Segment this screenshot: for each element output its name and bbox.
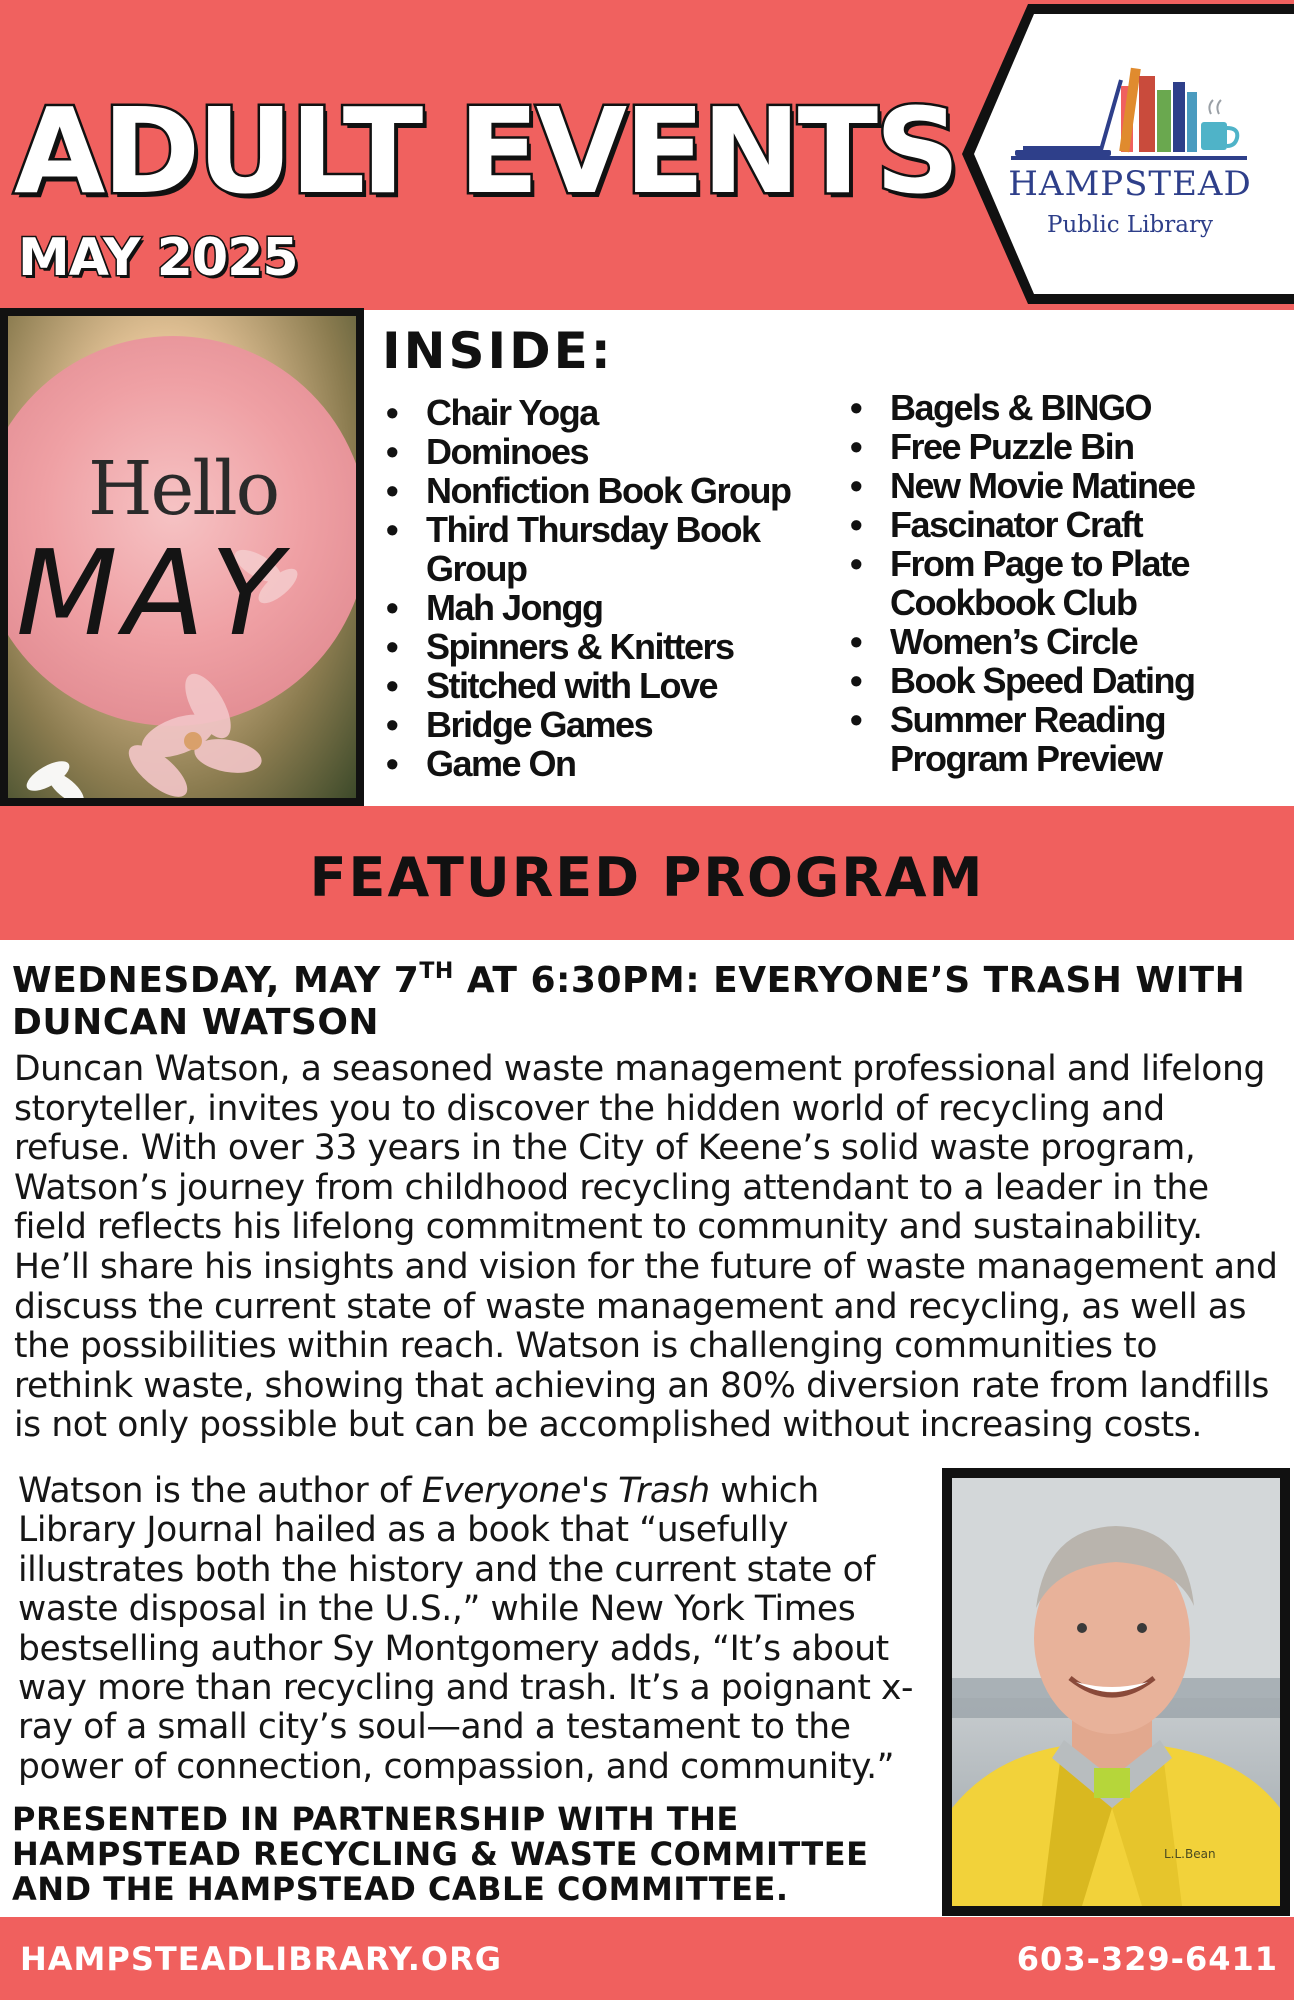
inside-list-left xyxy=(384,393,836,783)
list-item: • Dominoes xyxy=(384,432,836,471)
jacket-logo: L.L.Bean xyxy=(1164,1847,1216,1861)
page-title: ADULT EVENTS xyxy=(14,82,958,220)
list-item: • Chair Yoga xyxy=(384,393,836,432)
author-description xyxy=(18,1472,923,1787)
list-item: • Women’s Circle xyxy=(848,622,1288,661)
month-label: MAY 2025 xyxy=(18,228,298,288)
hello-may-photo xyxy=(0,308,364,806)
list-item: • Book Speed Dating xyxy=(848,661,1288,700)
list-item: • Game On xyxy=(384,744,836,783)
flower-image xyxy=(8,316,356,798)
list-item: • Bridge Games xyxy=(384,705,836,744)
phone-number[interactable]: 603-329-6411 xyxy=(1016,1940,1278,1978)
website-link[interactable]: HAMPSTEADLIBRARY.ORG xyxy=(20,1940,503,1978)
list-item: • Nonfiction Book Group xyxy=(384,471,836,510)
list-item: • Stitched with Love xyxy=(384,666,836,705)
list-item: • Spinners & Knitters xyxy=(384,627,836,666)
author-text-start: Watson is the author of xyxy=(18,1471,422,1511)
date-suffix: TH xyxy=(419,959,454,984)
featured-heading: FEATURED PROGRAM xyxy=(309,846,985,909)
list-item: • Free Puzzle Bin xyxy=(848,427,1288,466)
list-item: • Summer Reading Program Preview xyxy=(848,700,1288,778)
books-laptop-icon xyxy=(1005,56,1265,166)
may-text: MAY xyxy=(16,524,289,662)
event-date: WEDNESDAY, MAY 7 xyxy=(12,960,420,1001)
book-title: Everyone's Trash xyxy=(421,1471,710,1511)
list-item: • Mah Jongg xyxy=(384,588,836,627)
inside-heading: INSIDE: xyxy=(382,322,614,380)
list-item: • Fascinator Craft xyxy=(848,505,1288,544)
library-subtitle: Public Library xyxy=(1047,212,1213,238)
list-item: • Third Thursday Book Group xyxy=(384,510,836,588)
speaker-image xyxy=(952,1478,1280,1906)
person-icon xyxy=(952,1478,1280,1906)
event-description: Duncan Watson, a seasoned waste management professional and lifelong storyteller, invites you to discover the hidden world of recycling and refuse. With over 33 years in the City of Keene’s solid waste program, Watson’s journey from childhood recycling attendant to a leader in the field reflects his lifelong commitment to community and sustainability. He’ll share his insights and vision for the future of waste management and discuss the current state of waste management and recycling, as well as the possibilities within reach. Watson is challenging communities to rethink waste, showing that achieving an 80% diversion rate from landfills is not only possible but can be accomplished without increasing costs. xyxy=(14,1049,1278,1446)
list-item: • Bagels & BINGO xyxy=(848,388,1288,427)
speaker-photo xyxy=(942,1468,1290,1916)
list-item: • From Page to Plate Cookbook Club xyxy=(848,544,1288,622)
inside-list-right xyxy=(848,388,1288,778)
event-heading xyxy=(12,951,1282,1044)
author-text-end: which Library Journal hailed as a book that “usefully illustrates both the history and the current state of waste disposal in the U.S.,” while New York Times bestselling author Sy Montgomery adds, “It’s about way more than recycling and trash. It’s a poignant x-ray of a small city’s soul—and a testament to the power of connection, compassion, and community.” xyxy=(18,1471,914,1787)
library-name: HAMPSTEAD xyxy=(1008,164,1252,204)
partnership-note: PRESENTED IN PARTNERSHIP WITH THE HAMPSTEAD RECYCLING & WASTE COMMITTEE AND THE HAMPSTEAD CABLE COMMITTEE. xyxy=(12,1800,869,1908)
event-title: AT 6:30PM: EVERYONE’S TRASH WITH DUNCAN WATSON xyxy=(12,960,1246,1043)
hello-text: Hello xyxy=(88,446,279,532)
list-item: • New Movie Matinee xyxy=(848,466,1288,505)
